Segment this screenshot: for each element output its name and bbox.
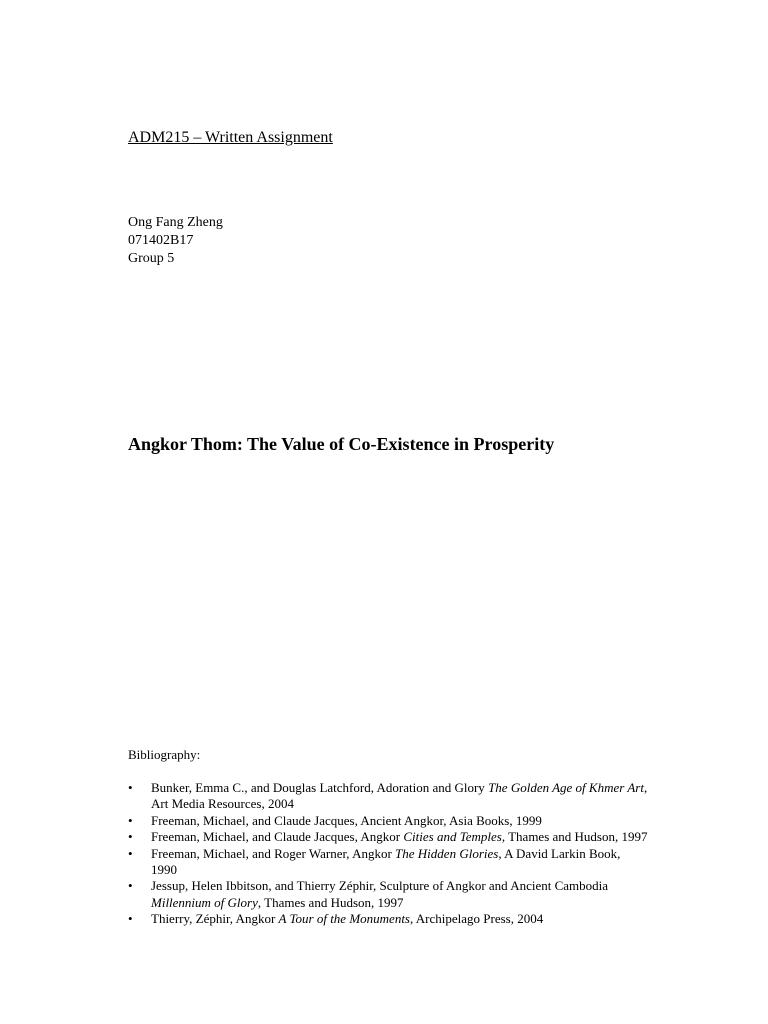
entry-text: Freeman, Michael, and Claude Jacques, Ancient Angkor, Asia Books, 1999 (151, 812, 542, 828)
entry-publisher: , Thames and Hudson, 1997 (501, 829, 648, 845)
entry-publisher: , A David Larkin Book, 1990 (151, 845, 621, 878)
entry-italic-title: Cities and Temples (403, 829, 502, 845)
bibliography-entry (128, 846, 648, 879)
entry-text: Jessup, Helen Ibbitson, and Thierry Zéphir, Sculpture of Angkor and Ancient Cambodia (151, 878, 609, 894)
entry-italic-title: A Tour of the Monuments (278, 911, 410, 927)
bullet-icon: • (128, 829, 133, 845)
entry-publisher: , Archipelago Press, 2004 (410, 911, 544, 927)
bullet-icon: • (128, 878, 133, 894)
bullet-icon: • (128, 845, 133, 861)
author-block (128, 214, 223, 268)
entry-publisher: , Thames and Hudson, 1997 (257, 894, 404, 910)
bibliography-entry (128, 780, 648, 813)
entry-text: Bunker, Emma C., and Douglas Latchford, Adoration and Glory (151, 780, 489, 795)
entry-publisher: , Art Media Resources, 2004 (151, 780, 648, 812)
entry-text: Freeman, Michael, and Claude Jacques, Angkor (151, 829, 404, 845)
course-title: ADM215 – Written Assignment (128, 129, 333, 146)
bullet-icon: • (128, 812, 133, 828)
bibliography-heading: Bibliography: (128, 747, 201, 762)
essay-title: Angkor Thom: The Value of Co-Existence in Prosperity (128, 434, 555, 454)
entry-italic-title: The Hidden Glories (395, 845, 499, 861)
bibliography-entry (128, 911, 648, 927)
bibliography-entry (128, 829, 648, 845)
author-name: Ong Fang Zheng (128, 215, 223, 230)
bullet-icon: • (128, 911, 133, 927)
bibliography-entry (128, 878, 648, 911)
bibliography-list (128, 780, 648, 928)
group-number: Group 5 (128, 251, 175, 266)
entry-italic-title: Millennium of Glory (151, 894, 258, 910)
entry-italic-title: The Golden Age of Khmer Art (488, 780, 644, 795)
entry-text: Freeman, Michael, and Roger Warner, Angkor (151, 845, 396, 861)
student-id: 071402B17 (128, 233, 194, 248)
bullet-icon: • (128, 780, 133, 795)
bibliography-entry (128, 813, 648, 829)
entry-text: Thierry, Zéphir, Angkor (151, 911, 279, 927)
